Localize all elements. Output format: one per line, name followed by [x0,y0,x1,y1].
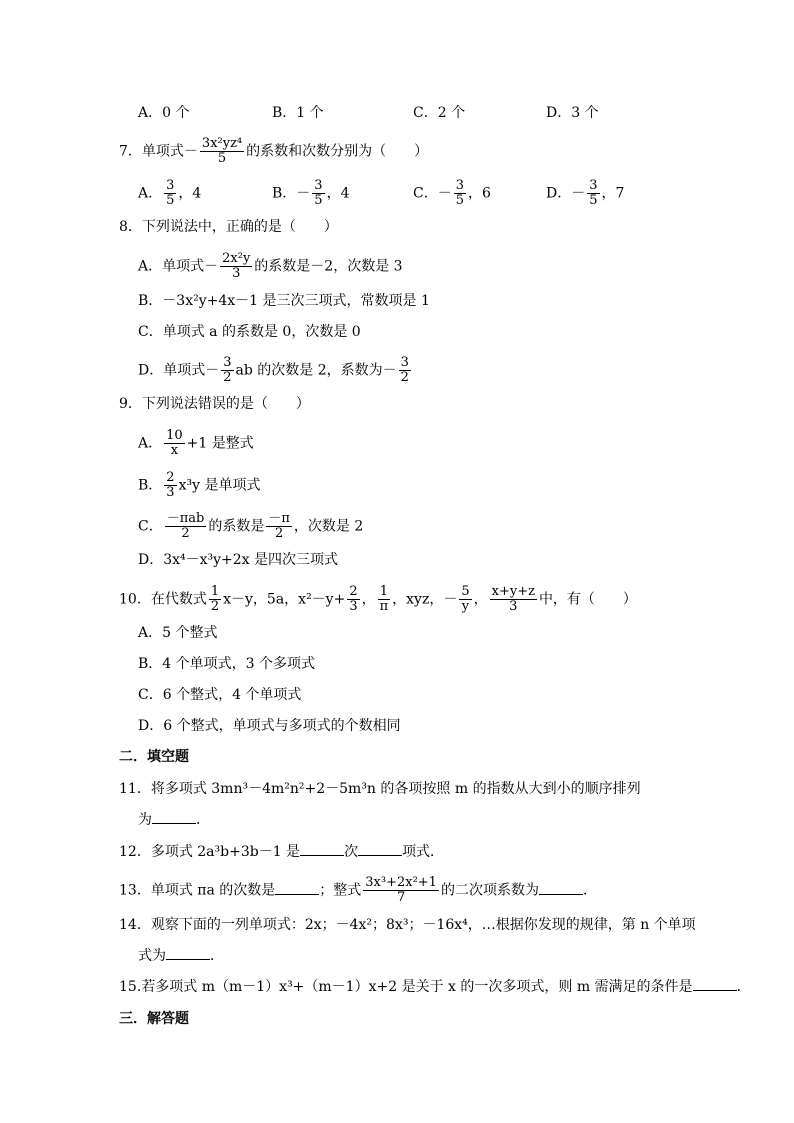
q9-option-a: A． $\frac{10}{x}$ +1 是整式 [138,428,254,458]
q13-blank-degree[interactable] [275,882,319,895]
question-9-stem: 9．下列说法错误的是（ ） [119,396,310,412]
q7-fraction: $\frac{\text{3x²yz⁴}}{5}$ [201,136,243,166]
question-8-stem: 8．下列说法中，正确的是（ ） [119,219,338,235]
question-15: 15.若多项式 m（m－1）x³+（m－1）x+2 是关于 x 的一次多项式，则 m 需满足的条件是 ． [119,979,751,995]
q8-option-d: D．单项式－ $\frac{3}{2}$ ab 的次数是 2，系数为－ $\frac{3}{2}$ [138,355,409,385]
q9-option-b: B． $\frac{2}{3}$ x³y 是单项式 [138,470,261,500]
q10-option-b: B．4 个单项式，3 个多项式 [138,656,316,672]
q8-option-c: C．单项式 a 的系数是 0，次数是 0 [138,324,361,340]
q9-option-d: D．3x⁴－x³y+2x 是四次三项式 [138,552,339,568]
q10-option-d: D．6 个整式，单项式与多项式的个数相同 [138,718,401,734]
q7-option-b: B．－ $\frac{3}{5}$ ，4 [272,178,350,208]
q13-blank-coefficient[interactable] [539,882,583,895]
q9-option-c: C． $\frac{\text{－πab}}{2}$ 的系数是 $\frac{-\pi}{2}$ ，次数是 2 [138,511,364,541]
q8-option-a: A．单项式－ $\frac{\text{2x²y}}{3}$ 的系数是－2，次数是 3 [138,251,403,281]
q7-option-d: D．－ $\frac{3}{5}$ ，7 [546,178,625,208]
q6-option-c: C．2 个 [413,105,466,121]
question-12: 12．多项式 2a³b+3b－1 是 次 项式． [119,844,445,860]
question-13: 13．单项式 πa 的次数是 ；整式 $\frac{\text{3x³+2x²+1}}{7}$ 的二次项系数为 ． [119,875,597,905]
q14-answer-blank[interactable] [166,947,210,960]
q7-option-c: C．－ $\frac{3}{5}$ ，6 [413,178,491,208]
q6-option-a: A．0 个 [138,105,190,121]
question-11-line1: 11．将多项式 3mn³－4m²n²+2－5m³n 的各项按照 m 的指数从大到小的顺序排列 [119,781,641,797]
q11-answer-blank[interactable] [152,811,196,824]
q6-option-d: D．3 个 [546,105,599,121]
question-10-stem: 10．在代数式 $\frac{1}{2}$ x－y，5a，x²－y+ $\frac{2}{3}$ ， $\frac{1}{\pi}$ ，xyz，－ $\frac{5}{y}$ ， $\frac{x+y+z}{3}$ 中，有（ ） [119,584,637,614]
q12-blank-degree[interactable] [300,843,344,856]
section-fill-in-heading: 二．填空题 [119,749,189,765]
question-11-line2: 为 ． [138,812,210,828]
q7-option-a: A． $\frac{3}{5}$ ，4 [138,178,202,208]
q6-option-b: B．1 个 [272,105,324,121]
q15-answer-blank[interactable] [693,978,737,991]
section-solve-heading: 三．解答题 [119,1011,189,1027]
q12-blank-terms[interactable] [358,843,402,856]
question-14-line2: 式为 ． [138,948,224,964]
q10-option-a: A．5 个整式 [138,625,218,641]
q10-option-c: C．6 个整式，4 个单项式 [138,687,302,703]
question-7-stem: 7．单项式－ $\frac{\text{3x²yz⁴}}{5}$ 的系数和次数分别为（ ） [119,136,429,166]
q8-option-b: B．－3x²y+4x－1 是三次三项式，常数项是 1 [138,293,430,309]
question-14-line1: 14．观察下面的一列单项式：2x；－4x²；8x³；－16x⁴，…根据你发现的规律，第 n 个单项 [119,917,696,933]
